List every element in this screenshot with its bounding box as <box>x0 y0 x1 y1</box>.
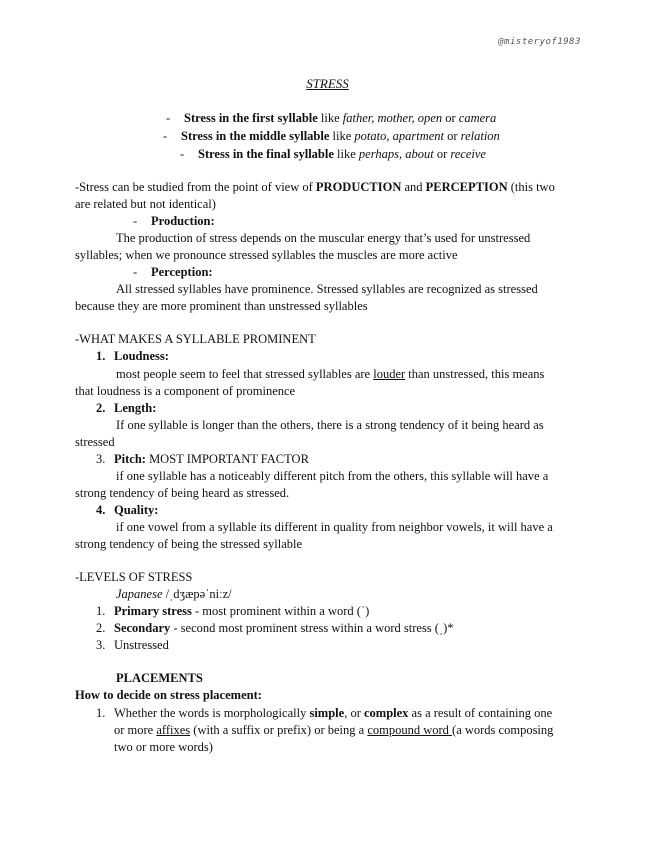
watermark: @misteryof1983 <box>498 37 581 47</box>
intro-line-2: are related but not identical) <box>75 197 216 211</box>
perception-heading: - Perception: <box>133 265 213 279</box>
levels-example: Japanese /ˌdʒæpəˈniːz/ <box>116 587 232 601</box>
intro-line-1: -Stress can be studied from the point of view of PRODUCTION and PERCEPTION (this two <box>75 180 555 194</box>
length-line-1: If one syllable is longer than the others, there is a strong tendency of it being heard as <box>116 418 544 432</box>
placements-heading: PLACEMENTS <box>116 671 203 685</box>
pitch-line-2: strong tendency of being heard as stressed. <box>75 486 290 500</box>
levels-item-primary: 1. Primary stress - most prominent within a word (ˈ) <box>96 604 370 618</box>
loudness-line-1: most people seem to feel that stressed syllables are louder than unstressed, this means <box>116 367 545 381</box>
placements-item-1-line-1: 1. Whether the words is morphologically simple, or complex as a result of containing one <box>96 706 553 720</box>
prominent-heading: -WHAT MAKES A SYLLABLE PROMINENT <box>75 332 316 346</box>
quality-heading: 4. Quality: <box>96 503 159 517</box>
loudness-line-2: that loudness is a component of prominence <box>75 384 296 398</box>
syllable-item-middle: - Stress in the middle syllable like potato, apartment or relation <box>163 129 500 143</box>
loudness-heading: 1. Loudness: <box>96 349 169 363</box>
placements-subheading: How to decide on stress placement: <box>75 688 262 702</box>
pitch-heading: 3. Pitch: MOST IMPORTANT FACTOR <box>96 452 309 466</box>
levels-heading: -LEVELS OF STRESS <box>75 570 193 584</box>
production-heading: - Production: <box>133 214 215 228</box>
page-title: STRESS <box>306 76 349 91</box>
production-line-1: The production of stress depends on the muscular energy that’s used for unstressed <box>116 231 531 245</box>
length-line-2: stressed <box>75 435 115 449</box>
perception-line-1: All stressed syllables have prominence. Stressed syllables are recognized as stressed <box>116 282 538 296</box>
pitch-line-1: if one syllable has a noticeably different pitch from the others, this syllable will have a <box>116 469 549 483</box>
perception-line-2: because they are more prominent than unstressed syllables <box>75 299 368 313</box>
levels-item-unstressed: 3. Unstressed <box>96 638 169 652</box>
placements-item-1-line-2: or more affixes (with a suffix or prefix) or being a compound word (a words composing <box>114 723 554 737</box>
levels-item-secondary: 2. Secondary - second most prominent stress within a word stress (ˌ)* <box>96 621 454 635</box>
quality-line-1: if one vowel from a syllable its different in quality from neighbor vowels, it will have a <box>116 520 553 534</box>
syllable-item-first: - Stress in the first syllable like father, mother, open or camera <box>166 111 497 125</box>
syllable-item-final: - Stress in the final syllable like perhaps, about or receive <box>180 147 486 161</box>
quality-line-2: strong tendency of being the stressed syllable <box>75 537 303 551</box>
production-line-2: syllables; when we pronounce stressed syllables the muscles are more active <box>75 248 458 262</box>
placements-item-1-line-3: two or more words) <box>114 740 213 754</box>
length-heading: 2. Length: <box>96 401 157 415</box>
